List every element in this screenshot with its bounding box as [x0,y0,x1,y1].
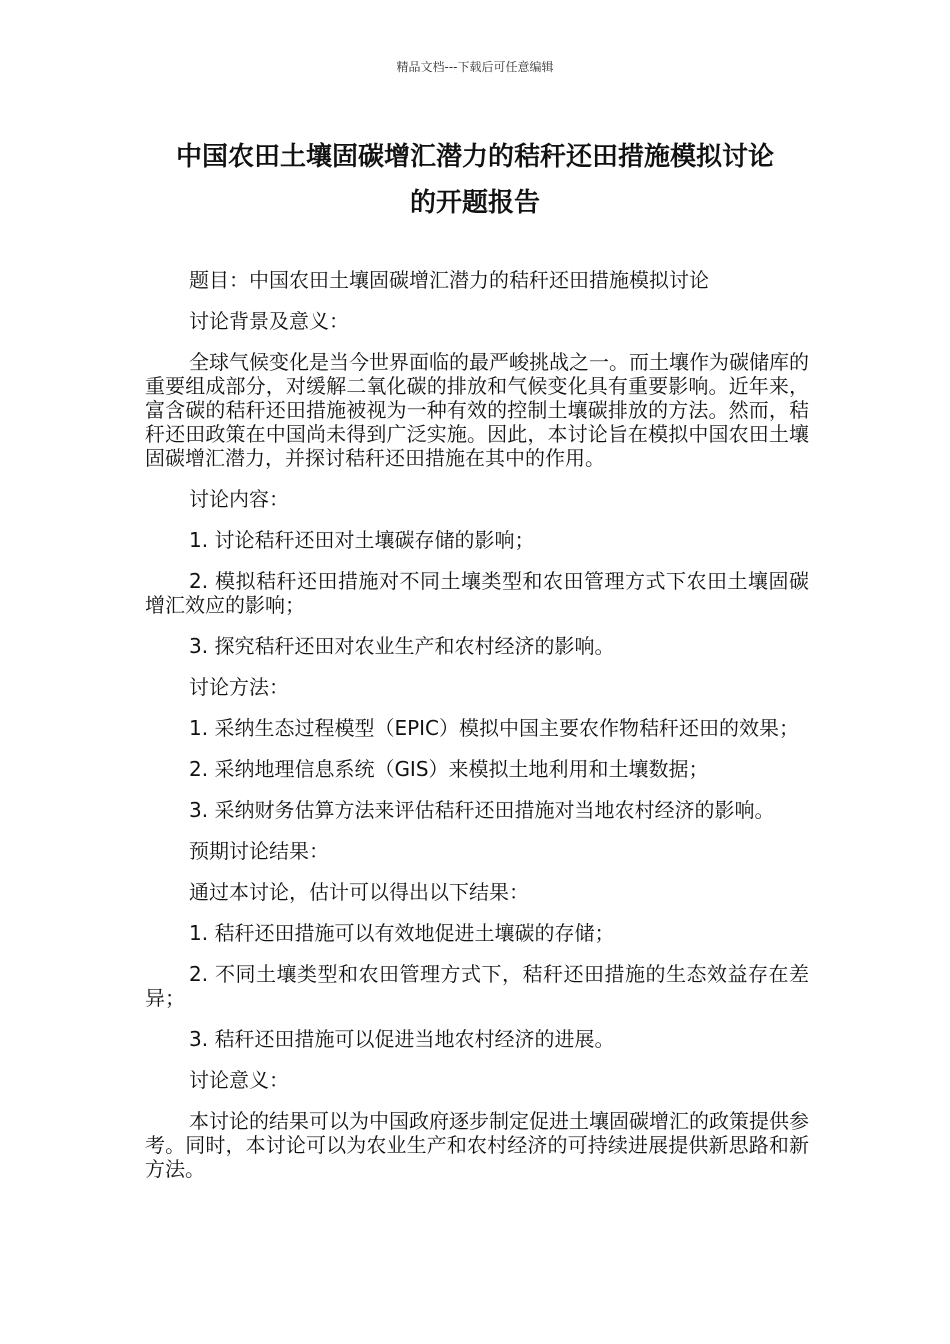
significance-paragraph: 本讨论的结果可以为中国政府逐步制定促进土壤固碳增汇的政策提供参考。同时，本讨论可以为农业生产和农村经济的可持续进展提供新思路和新方法。 [145,1109,809,1181]
results-heading: 预期讨论结果： [189,839,329,863]
document-body [145,268,809,1198]
results-intro: 通过本讨论，估计可以得出以下结果： [189,880,529,904]
topic-line: 题目：中国农田土壤固碳增汇潜力的秸秆还田措施模拟讨论 [189,268,709,292]
content-heading: 讨论内容： [189,487,289,511]
result-item: 2. 不同土壤类型和农田管理方式下，秸秆还田措施的生态效益存在差异； [145,962,809,1010]
content-item: 3. 探究秸秆还田对农业生产和农村经济的影响。 [189,634,615,658]
method-heading: 讨论方法： [189,675,289,699]
result-item: 1. 秸秆还田措施可以有效地促进土壤碳的存储； [189,921,615,945]
content-item: 2. 模拟秸秆还田措施对不同土壤类型和农田管理方式下农田土壤固碳增汇效应的影响； [145,569,809,617]
significance-heading: 讨论意义： [189,1068,289,1092]
method-item: 2. 采纳地理信息系统（GIS）来模拟土地利用和土壤数据； [189,757,709,781]
page-header-note: 精品文档---下载后可任意编辑 [396,60,554,74]
background-heading: 讨论背景及意义： [189,309,349,333]
title-line-1: 中国农田土壤固碳增汇潜力的秸秆还田措施模拟讨论 [175,142,774,172]
document-title [140,134,810,226]
title-line-2: 的开题报告 [409,188,540,218]
method-item: 1. 采纳生态过程模型（EPIC）模拟中国主要农作物秸秆还田的效果； [189,716,799,740]
method-item: 3. 采纳财务估算方法来评估秸秆还田措施对当地农村经济的影响。 [189,798,775,822]
result-item: 3. 秸秆还田措施可以促进当地农村经济的进展。 [189,1027,615,1051]
background-paragraph: 全球气候变化是当今世界面临的最严峻挑战之一。而土壤作为碳储库的重要组成部分，对缓解二氧化碳的排放和气候变化具有重要影响。近年来，富含碳的秸秆还田措施被视为一种有效的控制土壤碳排放的方法。然而，秸秆还田政策在中国尚未得到广泛实施。因此，本讨论旨在模拟中国农田土壤固碳增汇潜力，并探讨秸秆还田措施在其中的作用。 [145,350,809,470]
content-item: 1. 讨论秸秆还田对土壤碳存储的影响； [189,528,535,552]
